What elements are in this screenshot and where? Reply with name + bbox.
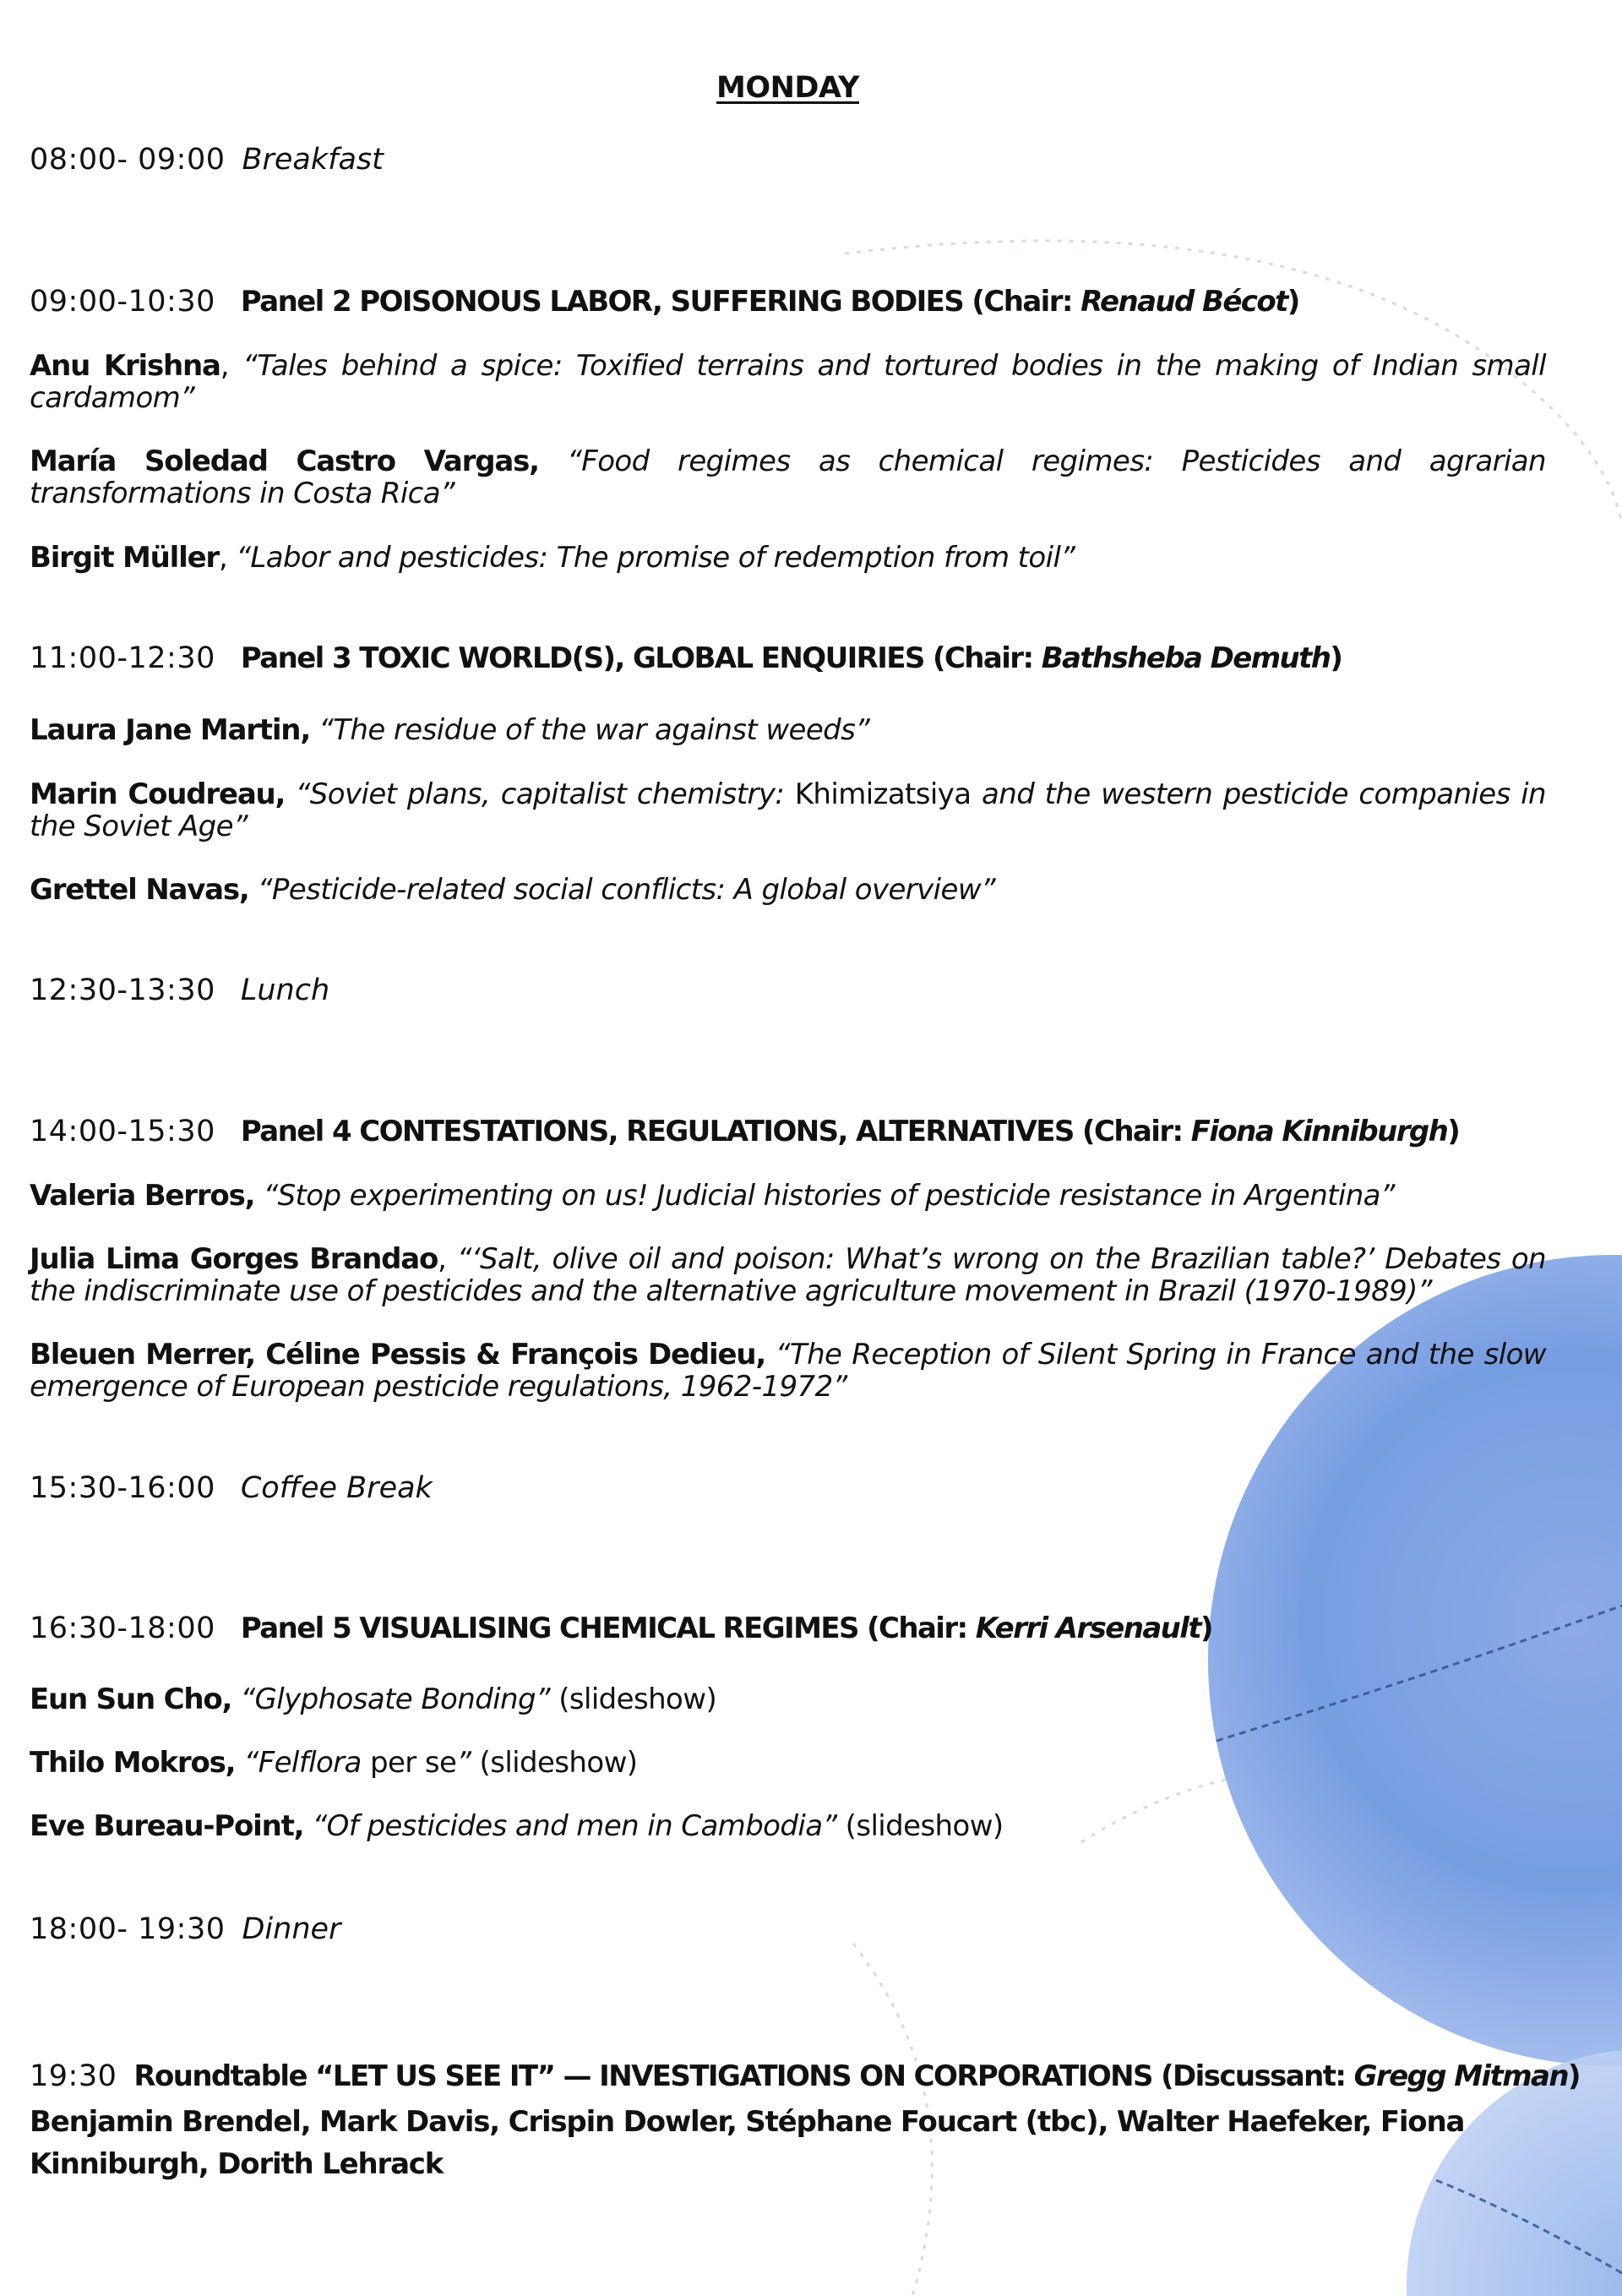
panel-title: Panel 2 POISONOUS LABOR, SUFFERING BODIES (Chair: (240, 285, 1081, 319)
talk-speaker: Grettel Navas, (30, 873, 249, 907)
talk-speaker: Birgit Müller (30, 541, 219, 575)
talk-speaker: Bleuen Merrer, Céline Pessis & François Dedieu, (30, 1338, 766, 1372)
talk-title: “Soviet plans, capitalist chemistry: (295, 777, 795, 811)
session-time: 19:30 (30, 2059, 117, 2093)
roundtable-header: 19:30 Roundtable “LET US SEE IT” — INVESTIGATIONS ON CORPORATIONS (Discussant: Gregg Mitman) (30, 2059, 1580, 2093)
talk-speaker: Eve Bureau-Point, (30, 1809, 304, 1843)
session-time: 18:00- 19:30 (30, 1912, 226, 1946)
talk-entry: Thilo Mokros, “Felflora per se” (slideshow) (30, 1746, 638, 1780)
talk-note: (slideshow) (550, 1682, 717, 1716)
talk-title: “Stop experimenting on us! Judicial histories of pesticide resistance in Argentina” (263, 1179, 1395, 1213)
talk-speaker: Thilo Mokros, (30, 1746, 236, 1780)
session-time: 12:30-13:30 (30, 973, 215, 1007)
talk-entry (30, 714, 1546, 746)
talk-title: “Of pesticides and men in Cambodia” (312, 1809, 837, 1843)
talk-title-term: per se (361, 1746, 457, 1780)
lunch-row (30, 973, 329, 1008)
panel-chair: Renaud Bécot (1080, 285, 1287, 319)
panel3-header: 11:00-12:30 Panel 3 TOXIC WORLD(S), GLOBAL ENQUIRIES (Chair: Bathsheba Demuth) (30, 641, 1342, 675)
day-title: MONDAY (716, 71, 859, 105)
talk-speaker: María Soledad Castro Vargas, (30, 444, 539, 478)
talk-title-term: Khimizatsiya (794, 777, 972, 811)
panel5-header: 16:30-18:00 Panel 5 VISUALISING CHEMICAL REGIMES (Chair: Kerri Arsenault) (30, 1612, 1212, 1645)
coffee-row (30, 1470, 433, 1506)
talk-speaker: Julia Lima Gorges Brandao (30, 1242, 438, 1276)
panel-chair: Kerri Arsenault (975, 1612, 1200, 1645)
talk-title: “Felflora (243, 1746, 362, 1780)
session-time: 11:00-12:30 (30, 641, 215, 675)
talk-entry (30, 1810, 1546, 1842)
talk-entry: Marin Coudreau, “Soviet plans, capitalist chemistry: Khimizatsiya and the western pesticide companies in the Soviet Age” (30, 777, 1546, 843)
talk-title: “The Reception of Silent Spring in France and the slow emergence of European pesticide regulations, 1962-1972” (30, 1338, 1546, 1404)
talk-title: “Glyphosate Bonding” (240, 1682, 550, 1716)
panel4-header: 14:00-15:30 Panel 4 CONTESTATIONS, REGULATIONS, ALTERNATIVES (Chair: Fiona Kinniburgh) (30, 1115, 1460, 1148)
talk-speaker: Anu Krishna (30, 349, 220, 383)
panel-title: Panel 3 TOXIC WORLD(S), GLOBAL ENQUIRIES (Chair: (240, 641, 1042, 675)
talk-speaker: Valeria Berros, (30, 1179, 255, 1213)
talk-entry: Birgit Müller, “Labor and pesticides: The promise of redemption from toil” (30, 541, 1075, 575)
talk-entry (30, 1683, 1546, 1715)
session-label: Lunch (240, 973, 330, 1007)
panel-title: Roundtable “LET US SEE IT” — INVESTIGATIONS ON CORPORATIONS (Discussant: (133, 2059, 1354, 2093)
session-time: 15:30-16:00 (30, 1471, 215, 1505)
talk-speaker: Laura Jane Martin, (30, 713, 311, 747)
session-time: 09:00-10:30 (30, 285, 215, 319)
session-label: Coffee Break (240, 1471, 433, 1505)
session-time: 14:00-15:30 (30, 1115, 215, 1148)
talk-title: “Pesticide-related social conflicts: A global overview” (257, 873, 996, 907)
panel2-header: 09:00-10:30 Panel 2 POISONOUS LABOR, SUFFERING BODIES (Chair: Renaud Bécot) (30, 285, 1299, 319)
panel-chair: Fiona Kinniburgh (1190, 1115, 1448, 1148)
session-time: 08:00- 09:00 (30, 143, 226, 177)
talk-title: “Food regimes as chemical regimes: Pesticides and agrarian transformations in Costa Rica” (30, 444, 1546, 510)
talk-entry (30, 1339, 1546, 1403)
session-label: Breakfast (242, 143, 384, 177)
talk-title: “The residue of the war against weeds” (318, 713, 870, 747)
talk-title: “‘Salt, olive oil and poison: What’s wrong on the Brazilian table?’ Debates on the indiscriminate use of pesticides and the alternative agriculture movement in Brazil (1970-1989)” (30, 1242, 1546, 1308)
talk-entry (30, 445, 1546, 510)
panel-chair: Bathsheba Demuth (1041, 641, 1331, 675)
talk-speaker: Marin Coudreau, (30, 777, 286, 811)
roundtable-participants: Benjamin Brendel, Mark Davis, Crispin Dowler, Stéphane Foucart (tbc), Walter Haefeker, Fiona Kinniburgh, Dorith Lehrack (30, 2105, 1465, 2181)
roundtable-discussant: Gregg Mitman (1353, 2059, 1568, 2093)
talk-speaker: Eun Sun Cho, (30, 1682, 232, 1716)
talk-entry (30, 874, 1546, 906)
panel-title: Panel 4 CONTESTATIONS, REGULATIONS, ALTERNATIVES (Chair: (240, 1115, 1191, 1148)
talk-entry: Julia Lima Gorges Brandao, “‘Salt, olive oil and poison: What’s wrong on the Brazilian table?’ Debates on the indiscriminate use of pesticides and the alternative agriculture movement in Brazil (1970-1989)” (30, 1242, 1546, 1308)
talk-note: (slideshow) (836, 1809, 1004, 1843)
talk-title: “Labor and pesticides: The promise of redemption from toil” (236, 541, 1075, 575)
talk-title: “Tales behind a spice: Toxified terrains and tortured bodies in the making of Indian small cardamom” (30, 349, 1546, 415)
breakfast-row (30, 142, 384, 177)
session-label: Dinner (242, 1912, 341, 1946)
panel-title: Panel 5 VISUALISING CHEMICAL REGIMES (Chair: (240, 1612, 976, 1645)
talk-entry (30, 1180, 1546, 1212)
dinner-row (30, 1912, 340, 1947)
talk-note: (slideshow) (471, 1746, 638, 1780)
talk-entry: Anu Krishna, “Tales behind a spice: Toxified terrains and tortured bodies in the making of Indian small cardamom” (30, 349, 1546, 415)
session-time: 16:30-18:00 (30, 1612, 215, 1645)
